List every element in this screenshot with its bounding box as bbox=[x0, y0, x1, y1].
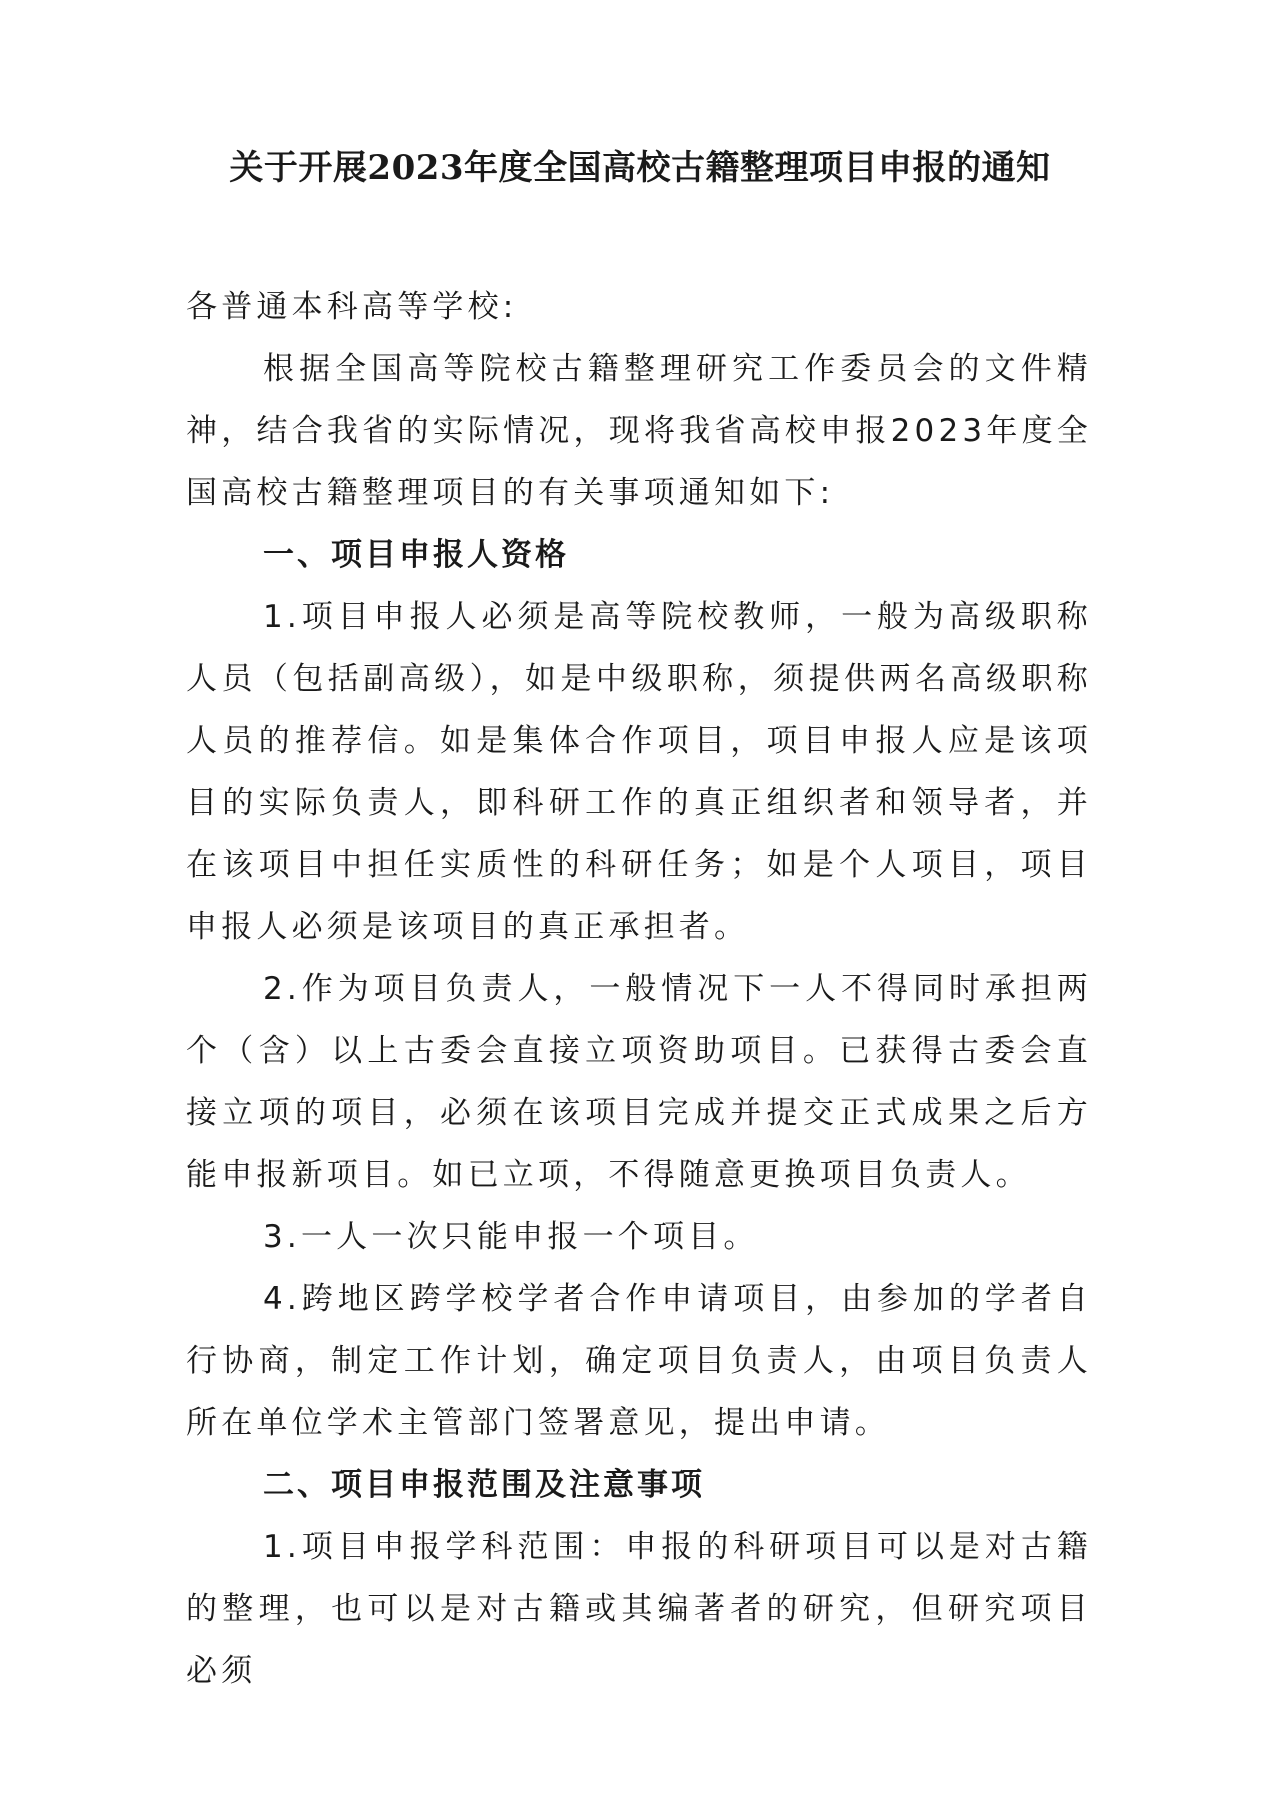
document-title: 关于开展2023年度全国高校古籍整理项目申报的通知 bbox=[229, 148, 1051, 188]
salutation: 各普通本科高等学校: bbox=[186, 289, 518, 325]
paragraph: 3.一人一次只能申报一个项目。 bbox=[263, 1219, 759, 1255]
paragraph: 1.项目申报人必须是高等院校教师，一般为高级职称人员（包括副高级），如是中级职称，须提供两名高级职称人员的推荐信。如是集体合作项目，项目申报人应是该项目的实际负责人，即科研工作的真正组织者和领导者，并在该项目中担任实质性的科研任务；如是个人项目，项目申报人必须是该项目的真正承担者。 bbox=[186, 599, 1092, 945]
section-heading: 一、项目申报人资格 bbox=[263, 537, 569, 573]
paragraph: 4.跨地区跨学校学者合作申请项目，由参加的学者自行协商，制定工作计划，确定项目负责人，由项目负责人所在单位学术主管部门签署意见，提出申请。 bbox=[186, 1281, 1092, 1441]
paragraph: 2.作为项目负责人，一般情况下一人不得同时承担两个（含）以上古委会直接立项资助项目。已获得古委会直接立项的项目，必须在该项目完成并提交正式成果之后方能申报新项目。如已立项，不得随意更换项目负责人。 bbox=[186, 971, 1092, 1193]
document-body bbox=[186, 276, 1092, 1702]
paragraph: 1.项目申报学科范围：申报的科研项目可以是对古籍的整理，也可以是对古籍或其编著者的研究，但研究项目必须 bbox=[186, 1529, 1092, 1689]
intro-paragraph: 根据全国高等院校古籍整理研究工作委员会的文件精神，结合我省的实际情况，现将我省高校申报2023年度全国高校古籍整理项目的有关事项通知如下: bbox=[186, 351, 1092, 511]
section-heading: 二、项目申报范围及注意事项 bbox=[263, 1467, 705, 1503]
